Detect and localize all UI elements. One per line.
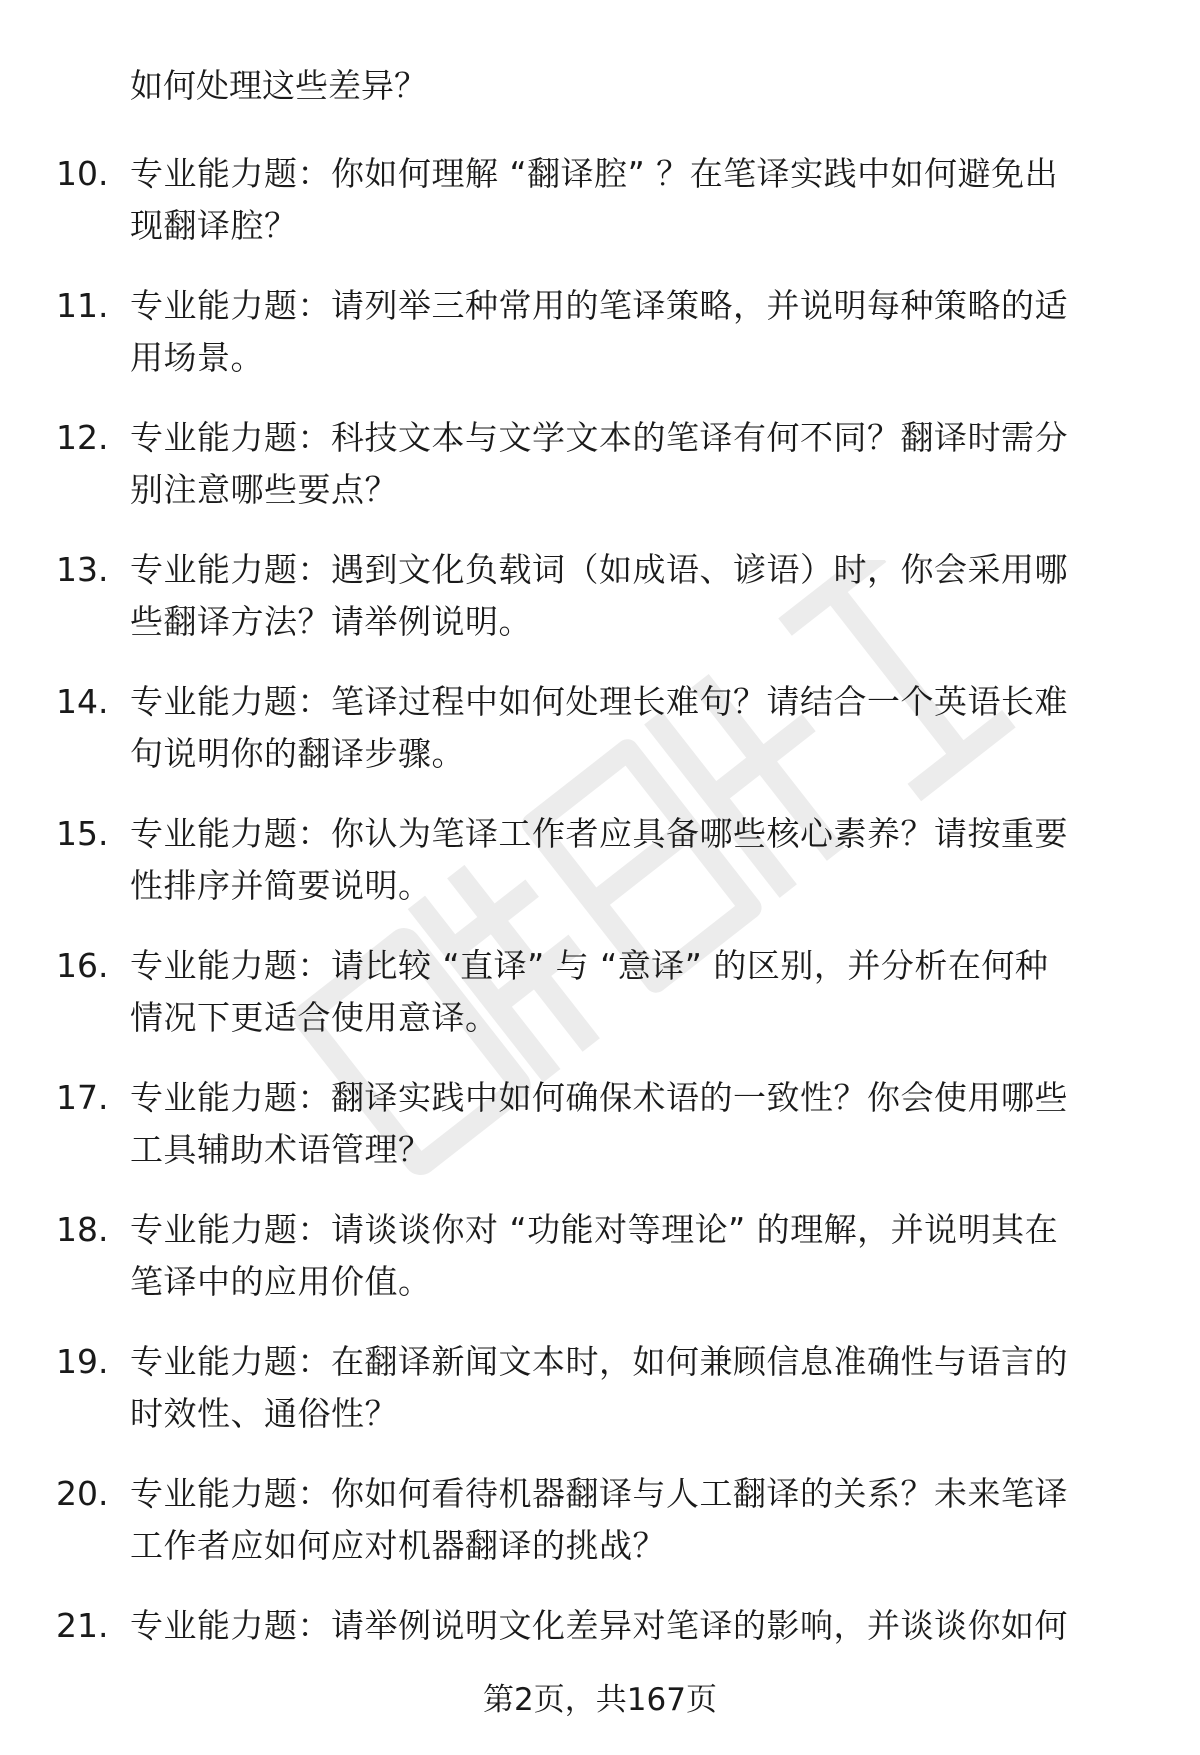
question-number: 11. <box>56 286 109 325</box>
question-text <box>130 412 1140 516</box>
question-text-line: 专业能力题：笔译过程中如何处理长难句？请结合一个英语长难 <box>130 682 1068 721</box>
question-text-line: 专业能力题：你认为笔译工作者应具备哪些核心素养？请按重要 <box>130 814 1068 853</box>
question-item <box>0 676 1200 808</box>
question-item <box>0 412 1200 544</box>
question-text-line: 现翻译腔？ <box>130 206 298 245</box>
question-text-line: 专业能力题：请比较 “直译” 与 “意译” 的区别，并分析在何种 <box>130 946 1049 985</box>
question-text <box>130 148 1140 252</box>
question-text-line: 性排序并简要说明。 <box>130 866 432 905</box>
question-text-line: 别注意哪些要点？ <box>130 470 398 509</box>
question-item <box>0 1204 1200 1336</box>
question-item <box>0 148 1200 280</box>
question-text <box>130 1204 1140 1308</box>
question-text <box>130 1600 1140 1652</box>
question-text-line: 句说明你的翻译步骤。 <box>130 734 465 773</box>
question-text-line: 工作者应如何应对机器翻译的挑战？ <box>130 1526 666 1565</box>
question-number: 18. <box>56 1210 109 1249</box>
question-item <box>0 280 1200 412</box>
question-text-line: 专业能力题：科技文本与文学文本的笔译有何不同？翻译时需分 <box>130 418 1068 457</box>
question-number: 14. <box>56 682 109 721</box>
question-number: 19. <box>56 1342 109 1381</box>
question-text <box>130 544 1140 648</box>
question-text <box>130 1336 1140 1440</box>
question-text <box>130 1072 1140 1176</box>
question-text-line: 工具辅助术语管理？ <box>130 1130 432 1169</box>
question-item <box>0 544 1200 676</box>
continuation-text: 如何处理这些差异？ <box>130 66 427 105</box>
question-text-line: 用场景。 <box>130 338 264 377</box>
question-text-line: 专业能力题：请举例说明文化差异对笔译的影响，并谈谈你如何 <box>130 1606 1068 1645</box>
question-item <box>0 1072 1200 1204</box>
question-item <box>0 1468 1200 1600</box>
question-number: 10. <box>56 154 109 193</box>
question-text-line: 专业能力题：你如何理解 “翻译腔” ？在笔译实践中如何避免出 <box>130 154 1059 193</box>
question-number: 17. <box>56 1078 109 1117</box>
question-item <box>0 808 1200 940</box>
question-text <box>130 808 1140 912</box>
question-text-line: 专业能力题：翻译实践中如何确保术语的一致性？你会使用哪些 <box>130 1078 1068 1117</box>
question-text-line: 专业能力题：请列举三种常用的笔译策略，并说明每种策略的适 <box>130 286 1068 325</box>
question-text-line: 专业能力题：请谈谈你对 “功能对等理论” 的理解，并说明其在 <box>130 1210 1059 1249</box>
question-text-line: 些翻译方法？请举例说明。 <box>130 602 532 641</box>
question-number: 15. <box>56 814 109 853</box>
question-number: 16. <box>56 946 109 985</box>
question-number: 20. <box>56 1474 109 1513</box>
question-text-line: 笔译中的应用价值。 <box>130 1262 432 1301</box>
question-text-line: 专业能力题：遇到文化负载词（如成语、谚语）时，你会采用哪 <box>130 550 1068 589</box>
question-text <box>130 940 1140 1044</box>
question-number: 13. <box>56 550 109 589</box>
question-text-line: 情况下更适合使用意译。 <box>130 998 499 1037</box>
question-text <box>130 676 1140 780</box>
question-list <box>0 148 1200 1732</box>
question-item <box>0 1336 1200 1468</box>
page-footer: 第2页，共167页 <box>483 1682 717 1718</box>
question-text-line: 时效性、通俗性？ <box>130 1394 398 1433</box>
question-text <box>130 1468 1140 1572</box>
question-text-line: 专业能力题：你如何看待机器翻译与人工翻译的关系？未来笔译 <box>130 1474 1068 1513</box>
question-text <box>130 280 1140 384</box>
question-item <box>0 940 1200 1072</box>
question-number: 12. <box>56 418 109 457</box>
question-text-line: 专业能力题：在翻译新闻文本时，如何兼顾信息准确性与语言的 <box>130 1342 1068 1381</box>
question-number: 21. <box>56 1606 109 1645</box>
